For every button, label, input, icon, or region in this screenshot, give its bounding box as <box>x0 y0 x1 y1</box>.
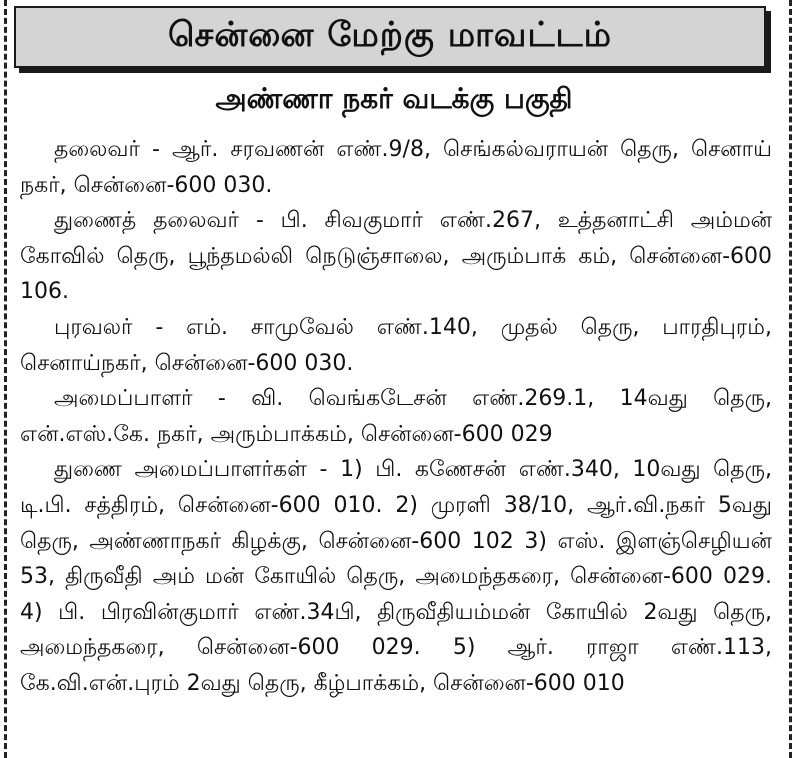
entry-deputy-organizers: துணை அமைப்பாளர்கள் - 1) பி. கணேசன் எண்.340, 10வது தெரு, டி.பி. சத்திரம், சென்னை-600 010. 2) முரளி 38/10, ஆர்.வி.நகர் 5வது தெரு, அண்ணாநகர் கிழக்கு, சென்னை-600 102 3) எஸ். இளஞ்செழியன் 53, திருவீதி அம் மன் கோயில் தெரு, அமைந்தகரை, சென்னை-600 029. 4) பி. பிரவின்குமார் எண்.34பி, திருவீதியம்மன் கோயில் 2வது தெரு, அமைந்தகரை, சென்னை-600 029. 5) ஆர். ராஜா எண்.113, கே.வி.என்.புரம் 2வது தெரு, கீழ்பாக்கம், சென்னை-600 010 <box>20 457 773 696</box>
district-banner <box>14 6 766 68</box>
left-column-rule <box>4 0 7 758</box>
office-bearers-list <box>20 132 772 702</box>
entry-president: தலைவர் - ஆர். சரவணன் எண்.9/8, செங்கல்வராயன் தெரு, செனாய் நகர், சென்னை-600 030. <box>20 137 772 198</box>
entry-organizer: அமைப்பாளர் - வி. வெங்கடேசன் எண்.269.1, 14வது தெரு, என்.எஸ்.கே. நகர், அரும்பாக்கம், சென்னை-600 029 <box>20 386 772 447</box>
entry-patron: புரவலர் - எம். சாமுவேல் எண்.140, முதல் தெரு, பாரதிபுரம், செனாய்நகர், சென்னை-600 030. <box>20 314 772 376</box>
area-subtitle: அண்ணா நகர் வடக்கு பகுதி <box>215 82 573 115</box>
district-title: சென்னை மேற்கு மாவட்டம் <box>168 15 612 55</box>
right-column-rule <box>789 0 792 758</box>
entry-vice-president: துணைத் தலைவர் - பி. சிவகுமார் எண்.267, உத்தனாட்சி அம்மன் கோவில் தெரு, பூந்தமல்லி நெடுஞ்சாலை, அரும்பாக் கம், சென்னை-600 106. <box>20 208 772 305</box>
